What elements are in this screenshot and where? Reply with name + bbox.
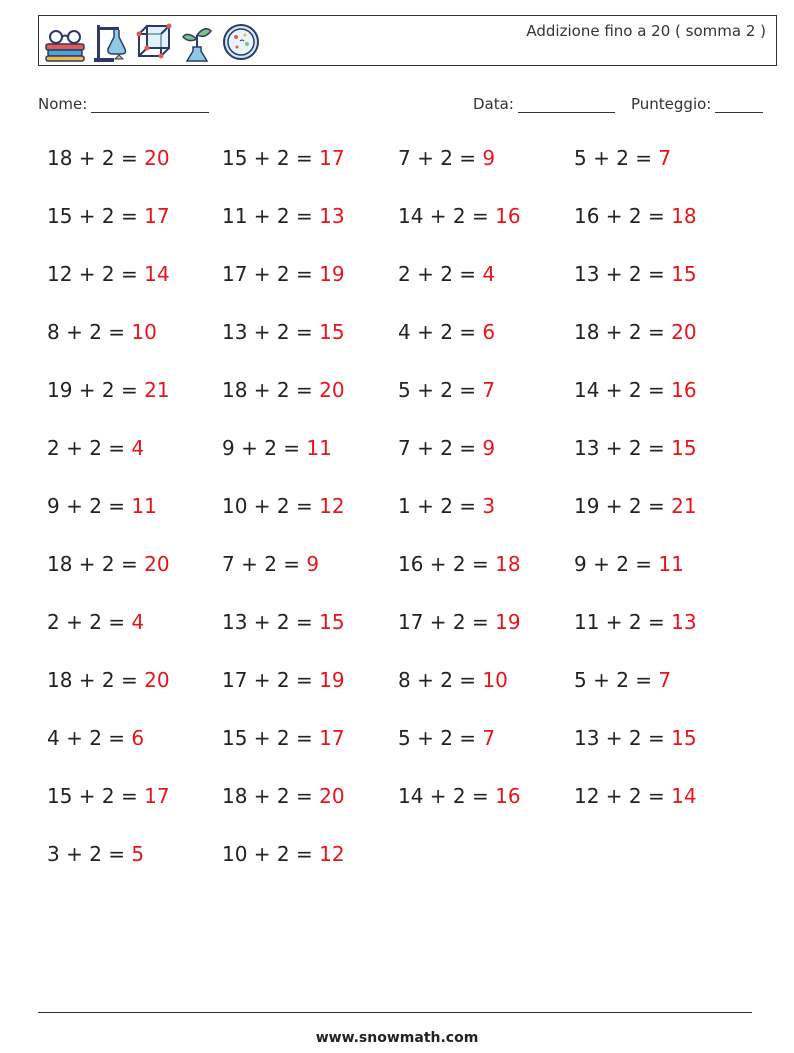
problem-question: 13 + 2 = <box>574 262 672 286</box>
problem-item <box>574 552 684 576</box>
score-blank[interactable] <box>715 96 763 113</box>
plant-flask-icon <box>179 21 215 63</box>
problem-question: 16 + 2 = <box>574 204 672 228</box>
problem-question: 14 + 2 = <box>398 784 496 808</box>
problem-answer: 12 <box>319 842 345 866</box>
problem-question: 14 + 2 = <box>574 378 672 402</box>
name-field <box>38 95 209 113</box>
problem-question: 18 + 2 = <box>574 320 672 344</box>
problem-answer: 20 <box>144 146 170 170</box>
problem-answer: 16 <box>495 784 521 808</box>
problem-item <box>398 726 495 750</box>
problem-answer: 7 <box>482 378 496 402</box>
problem-item <box>398 494 495 518</box>
problem-question: 1 + 2 = <box>398 494 483 518</box>
problem-question: 15 + 2 = <box>222 146 320 170</box>
problem-item <box>47 842 144 866</box>
problem-question: 5 + 2 = <box>574 146 659 170</box>
problem-item <box>398 610 521 634</box>
problem-item <box>222 494 345 518</box>
problem-answer: 20 <box>144 552 170 576</box>
problem-question: 18 + 2 = <box>222 784 320 808</box>
problem-answer: 18 <box>495 552 521 576</box>
problem-answer: 13 <box>319 204 345 228</box>
problem-item <box>47 784 170 808</box>
problem-answer: 6 <box>131 726 145 750</box>
problem-answer: 6 <box>482 320 496 344</box>
problem-item <box>47 668 170 692</box>
problem-question: 9 + 2 = <box>47 494 132 518</box>
problem-question: 18 + 2 = <box>47 146 145 170</box>
problem-item <box>222 378 345 402</box>
cube-molecule-icon <box>135 22 173 62</box>
footer-url: www.snowmath.com <box>315 1030 479 1046</box>
problem-question: 8 + 2 = <box>47 320 132 344</box>
problem-question: 3 + 2 = <box>47 842 132 866</box>
problem-question: 13 + 2 = <box>222 320 320 344</box>
problem-question: 17 + 2 = <box>222 668 320 692</box>
problem-question: 11 + 2 = <box>222 204 320 228</box>
problem-question: 5 + 2 = <box>398 378 483 402</box>
problem-item <box>398 552 521 576</box>
problem-question: 2 + 2 = <box>47 436 132 460</box>
date-label: Data: <box>473 95 514 113</box>
name-label: Nome: <box>38 95 88 113</box>
problem-question: 19 + 2 = <box>574 494 672 518</box>
problem-answer: 21 <box>144 378 170 402</box>
problem-answer: 17 <box>319 726 345 750</box>
problem-item <box>398 784 521 808</box>
problem-question: 13 + 2 = <box>574 436 672 460</box>
problem-item <box>222 668 345 692</box>
problem-question: 11 + 2 = <box>574 610 672 634</box>
score-field <box>631 95 763 113</box>
problem-question: 17 + 2 = <box>398 610 496 634</box>
problem-answer: 14 <box>671 784 697 808</box>
date-blank[interactable] <box>518 96 615 113</box>
problem-item <box>398 378 495 402</box>
problem-item <box>398 146 495 170</box>
problem-item <box>47 436 144 460</box>
problem-item <box>47 378 170 402</box>
problem-item <box>398 262 495 286</box>
problem-question: 19 + 2 = <box>47 378 145 402</box>
footer-divider <box>38 1012 752 1013</box>
problem-question: 16 + 2 = <box>398 552 496 576</box>
problem-answer: 11 <box>131 494 157 518</box>
problem-item <box>574 262 697 286</box>
problem-answer: 15 <box>671 262 697 286</box>
problem-question: 18 + 2 = <box>222 378 320 402</box>
problem-item <box>574 784 697 808</box>
problem-answer: 21 <box>671 494 697 518</box>
problem-item <box>222 784 345 808</box>
problem-answer: 4 <box>482 262 496 286</box>
problem-item <box>222 436 332 460</box>
problem-answer: 15 <box>319 610 345 634</box>
problem-question: 5 + 2 = <box>398 726 483 750</box>
problem-item <box>398 436 495 460</box>
problem-question: 12 + 2 = <box>47 262 145 286</box>
problem-item <box>222 262 345 286</box>
problem-answer: 20 <box>671 320 697 344</box>
problem-answer: 16 <box>495 204 521 228</box>
problem-question: 18 + 2 = <box>47 552 145 576</box>
problem-answer: 19 <box>319 262 345 286</box>
problem-answer: 15 <box>319 320 345 344</box>
problem-question: 12 + 2 = <box>574 784 672 808</box>
problem-question: 9 + 2 = <box>574 552 659 576</box>
problem-item <box>47 204 170 228</box>
score-label: Punteggio: <box>631 95 712 113</box>
problem-question: 4 + 2 = <box>47 726 132 750</box>
problem-item <box>222 552 319 576</box>
problem-question: 9 + 2 = <box>222 436 307 460</box>
problem-answer: 7 <box>482 726 496 750</box>
problem-answer: 4 <box>131 436 145 460</box>
problem-question: 10 + 2 = <box>222 494 320 518</box>
problem-answer: 20 <box>144 668 170 692</box>
problem-answer: 19 <box>495 610 521 634</box>
problem-question: 15 + 2 = <box>222 726 320 750</box>
problem-item <box>222 204 345 228</box>
problem-question: 14 + 2 = <box>398 204 496 228</box>
problem-question: 7 + 2 = <box>398 436 483 460</box>
problem-item <box>47 494 157 518</box>
problem-answer: 9 <box>482 436 496 460</box>
worksheet-title: Addizione fino a 20 ( somma 2 ) <box>526 22 766 40</box>
problem-item <box>398 668 508 692</box>
problem-question: 7 + 2 = <box>222 552 307 576</box>
problem-item <box>574 668 671 692</box>
problem-item <box>222 146 345 170</box>
problem-answer: 7 <box>658 146 672 170</box>
problem-answer: 17 <box>319 146 345 170</box>
problem-item <box>222 842 345 866</box>
problem-answer: 13 <box>671 610 697 634</box>
problem-item <box>47 262 170 286</box>
problem-item <box>574 378 697 402</box>
problem-question: 13 + 2 = <box>222 610 320 634</box>
problem-item <box>47 610 144 634</box>
problem-item <box>47 552 170 576</box>
problem-item <box>398 204 521 228</box>
problem-item <box>574 494 697 518</box>
problem-answer: 17 <box>144 784 170 808</box>
date-field <box>473 95 615 113</box>
problem-question: 10 + 2 = <box>222 842 320 866</box>
problem-answer: 11 <box>306 436 332 460</box>
problem-answer: 9 <box>482 146 496 170</box>
problem-answer: 7 <box>658 668 672 692</box>
problem-item <box>574 436 697 460</box>
problem-item <box>398 320 495 344</box>
problem-answer: 10 <box>482 668 508 692</box>
problem-answer: 12 <box>319 494 345 518</box>
problem-question: 5 + 2 = <box>574 668 659 692</box>
problem-question: 15 + 2 = <box>47 784 145 808</box>
problem-question: 17 + 2 = <box>222 262 320 286</box>
problem-answer: 19 <box>319 668 345 692</box>
problem-answer: 11 <box>658 552 684 576</box>
problem-item <box>574 204 697 228</box>
problem-item <box>574 146 671 170</box>
problem-item <box>222 320 345 344</box>
problem-question: 8 + 2 = <box>398 668 483 692</box>
problem-answer: 18 <box>671 204 697 228</box>
problem-answer: 15 <box>671 436 697 460</box>
problem-answer: 20 <box>319 784 345 808</box>
problem-item <box>574 610 697 634</box>
problem-answer: 10 <box>131 320 157 344</box>
problem-question: 15 + 2 = <box>47 204 145 228</box>
lab-stand-flask-icon <box>93 21 129 63</box>
books-glasses-icon <box>43 22 87 62</box>
problem-item <box>574 320 697 344</box>
problem-answer: 4 <box>131 610 145 634</box>
problem-answer: 16 <box>671 378 697 402</box>
problem-answer: 5 <box>131 842 145 866</box>
problem-item <box>47 146 170 170</box>
name-blank[interactable] <box>91 96 209 113</box>
problem-item <box>222 726 345 750</box>
problem-question: 13 + 2 = <box>574 726 672 750</box>
problem-answer: 9 <box>306 552 320 576</box>
problem-answer: 20 <box>319 378 345 402</box>
problem-item <box>47 726 144 750</box>
problem-question: 2 + 2 = <box>47 610 132 634</box>
problem-item <box>47 320 157 344</box>
problem-question: 18 + 2 = <box>47 668 145 692</box>
problem-answer: 15 <box>671 726 697 750</box>
petri-dish-icon <box>221 22 261 62</box>
problem-question: 2 + 2 = <box>398 262 483 286</box>
problem-answer: 3 <box>482 494 496 518</box>
problem-answer: 17 <box>144 204 170 228</box>
worksheet-header <box>38 15 777 66</box>
problem-question: 7 + 2 = <box>398 146 483 170</box>
problem-answer: 14 <box>144 262 170 286</box>
problem-item <box>574 726 697 750</box>
problem-question: 4 + 2 = <box>398 320 483 344</box>
problem-item <box>222 610 345 634</box>
header-icons <box>43 21 261 63</box>
